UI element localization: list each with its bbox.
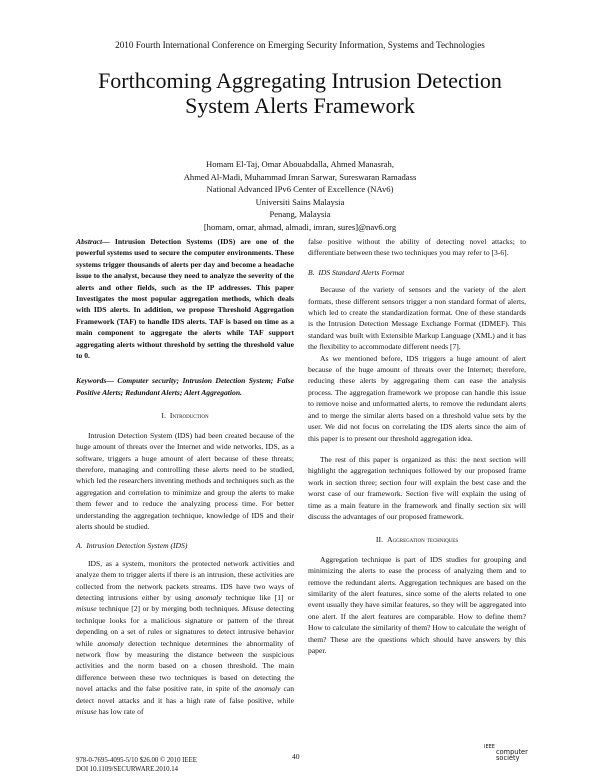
term-anomaly: anomaly — [97, 638, 124, 648]
section-2-paragraph: Aggregation technique is part of IDS studies for grouping and minimizing the alerts to ease the process of analyzing them and to remove the redundant alerts. Aggregation techniques are based on the similarity of the alert features, since some of the alerts related to one event usually they have similar features, so they will be aggregated into one alert. If the alert features are comparable. How to define them? How to calculate the similarity of them? How to calculate the weight of them? These are the questions which should have answers by this paper. — [308, 554, 526, 655]
subsection-a-label: A. — [76, 541, 83, 551]
section-1-number: I. — [161, 411, 166, 421]
section-1-heading — [76, 410, 294, 421]
affiliation-line-2: Universiti Sains Malaysia — [255, 196, 345, 207]
subsection-b-paragraph-1: Because of the variety of sensors and the variety of the alert formats, these different sensors trigger a non standard format of alerts, which led to create the standardization format. One of these standards is the Intrusion Detection Message Exchange Format (IDMEF). This standard was built with Extensible Markup Language (XML) and it has the flexibility to accommodate different needs [7]. — [308, 285, 526, 352]
term-misuse: misuse — [76, 707, 97, 717]
section-2-heading — [308, 534, 526, 545]
text-run: detecting technique looks for a malicious signature or pattern of the threat depending on a set of rules or signatures to detect intrusive behavior while — [76, 604, 294, 648]
author-block — [120, 158, 480, 233]
footer-isbn: 978-0-7695-4095-5/10 $26.00 © 2010 IEEE — [76, 757, 197, 764]
logo-mark-icon: IEEE — [484, 744, 495, 750]
term-anomaly: anomaly — [195, 592, 222, 602]
subsection-b-paragraph-3: The rest of this paper is organized as this: the next section will highlight the aggregation techniques followed by our proposed frame work in section three; section four will explain the best case and the worst case of our framework. Section five will explain the using of time as a main feature in the framework and finally section six will discuss the advantages of our proposed framework. — [308, 454, 526, 521]
section-2-number: II. — [375, 535, 384, 545]
paper-title — [40, 68, 560, 118]
conference-header: 2010 Fourth International Conference on Emerging Security Information, Systems and Technologies — [115, 40, 485, 50]
author-line-1: Homam El-Taj, Omar Abouabdalla, Ahmed Manasrah, — [206, 159, 394, 169]
keywords: Keywords— Computer security; Intrusion Detection System; False Positive Alerts; Redundant Alerts; Alert Aggregation. — [76, 376, 294, 397]
right-column — [308, 236, 526, 656]
text-run: can detect novel attacks and it has a high rate of false positive, while — [76, 684, 295, 705]
abstract-label: Abstract — [76, 237, 103, 246]
affiliation-line-3: Penang, Malaysia — [269, 209, 331, 219]
logo-word-society: society — [496, 754, 520, 763]
computer-society-logo — [484, 746, 530, 770]
subsection-b-label: B. — [308, 267, 315, 277]
author-line-2: Ahmed Al-Madi, Muhammad Imran Sarwar, Sureswaran Ramadass — [183, 171, 417, 182]
subsection-a-heading — [76, 540, 294, 551]
subsection-a-title: Intrusion Detection System (IDS) — [86, 541, 188, 551]
subsection-a-paragraph — [76, 558, 294, 718]
section-2-title: Aggregation techniques — [386, 535, 459, 545]
affiliation-line-1: National Advanced IPv6 Center of Excellence (NAv6) — [206, 184, 394, 194]
section-1-title: Introduction — [169, 411, 209, 421]
subsection-b-title: IDS Standard Alerts Format — [318, 267, 405, 277]
continued-paragraph: false positive without the ability of detecting novel attacks; to differentiate between these two techniques you may refer to [3-6]. — [308, 237, 526, 258]
author-emails: [homam, omar, ahmad, almadi, imran, sures]@nav6.org — [203, 221, 397, 232]
text-run: has low rate of — [96, 707, 144, 717]
subsection-b-paragraph-2: As we mentioned before, IDS triggers a huge amount of alert because of the huge amount of threats over the Internet; therefore, reducing these alerts by aggregating them can ease the analysis process. The aggregation framework we propose can handle this issue to remove noise and unformatted alerts, to remove the redundant alerts and to merge the similar alerts based on a threshold value sets by the user. We did not focus on correlating the IDS alerts since the aim of this paper is to present our threshold aggregation idea. — [308, 353, 526, 443]
title-line-1: Forthcoming Aggregating Intrusion Detection — [98, 68, 502, 93]
logo-word-computer: computer — [496, 748, 528, 756]
left-column — [76, 236, 294, 717]
title-line-2: System Alerts Framework — [185, 93, 415, 118]
term-misuse: misuse — [76, 604, 97, 614]
text-run: detection technique determines the abnormality of network flow by measuring the distance between the suspicious activities and the norm based on a chosen threshold. The main difference between these two techniques is based on detecting the novel attacks and the false positive rate, in spite of the — [76, 638, 294, 694]
page-number: 40 — [292, 752, 300, 761]
abstract — [76, 236, 294, 361]
footer-copyright — [76, 756, 197, 774]
text-run: technique [2] or by merging both techniques. — [96, 604, 243, 614]
text-run: technique like [1] or — [221, 592, 294, 602]
footer-doi: DOI 10.1109/SECURWARE.2010.14 — [76, 766, 179, 773]
term-misuse: Misuse — [242, 604, 264, 614]
term-anomaly: anomaly — [254, 684, 281, 694]
logo-wordmark — [496, 749, 528, 762]
text-run: IDS, as a system, monitors the protected network activities and analyze them to trigger alerts if there is an intrusion, these activities are collected from the network packets streams. IDS have two ways of detecting intrusions either by using — [76, 558, 294, 602]
section-1-paragraph: Intrusion Detection System (IDS) had been created because of the huge amount of threats over the Internet and wide networks, IDS, as a software, triggers a huge amount of alert because of these threats; therefore, managing and controlling these alerts need to be studied, which led the researchers inventing methods and techniques such as the aggregation and correlation to minimize and group the alerts to make them fewer and to reduce the analyzing process time. For better understanding the aggregation technique, knowledge of IDS and their alerts should be studied. — [76, 430, 294, 531]
subsection-b-heading — [308, 267, 526, 278]
abstract-text: — Intrusion Detection Systems (IDS) are one of the powerful systems used to secure the computer environments. These systems trigger thousands of alerts per day and become a headache issue to the analyst, because they need to analyze the severity of the alerts and other fields, such as the IP addresses. This paper Investigates the most popular aggregation methods, which deals with IDS alerts. In addition, we propose Threshold Aggregation Framework (TAF) to handle IDS alerts. TAF is based on time as a main component to aggregate the alerts while TAF support aggregating alerts without threshold by setting the threshold value to 0. — [76, 237, 294, 361]
